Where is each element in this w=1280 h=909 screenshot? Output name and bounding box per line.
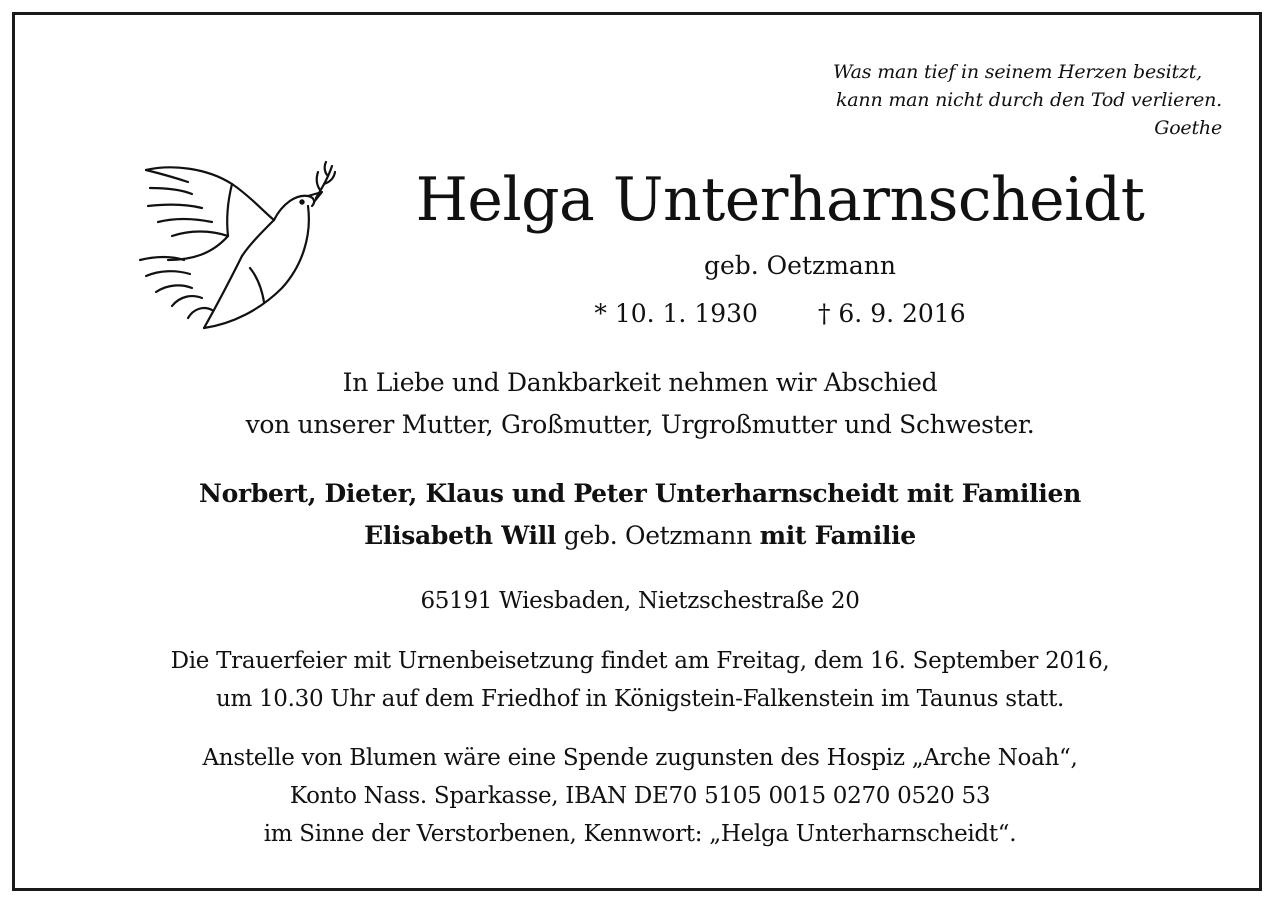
mourners-line-1: Norbert, Dieter, Klaus und Peter Unterharnscheidt mit Familien: [199, 479, 1081, 508]
farewell-text: [0, 362, 1280, 446]
donation-line-1: Anstelle von Blumen wäre eine Spende zugunsten des Hospiz „Arche Noah“,: [202, 745, 1078, 771]
deceased-name: Helga Unterharnscheidt: [415, 165, 1145, 235]
mourners-list: [0, 473, 1280, 557]
quote-author: Goethe: [1154, 117, 1222, 139]
mourner-maiden-name: geb. Oetzmann: [563, 521, 752, 550]
donation-info: [0, 739, 1280, 853]
quote-line-1: Was man tief in seinem Herzen besitzt,: [833, 61, 1202, 83]
life-dates: [540, 296, 1020, 332]
farewell-line-1: In Liebe und Dankbarkeit nehmen wir Abschied: [342, 368, 938, 397]
donation-line-3: im Sinne der Verstorbenen, Kennwort: „Helga Unterharnscheidt“.: [263, 821, 1017, 847]
ceremony-line-2: um 10.30 Uhr auf dem Friedhof in Königstein-Falkenstein im Taunus statt.: [215, 686, 1065, 712]
ceremony-info: [0, 642, 1280, 718]
mourner-name: Elisabeth Will: [364, 521, 557, 550]
mourner-suffix: mit Familie: [759, 521, 916, 550]
maiden-name: geb. Oetzmann: [703, 251, 897, 280]
quote-line-2: kann man nicht durch den Tod verlieren.: [835, 89, 1222, 111]
birth-date: * 10. 1. 1930: [594, 299, 758, 328]
farewell-line-2: von unserer Mutter, Großmutter, Urgroßmutter und Schwester.: [245, 410, 1035, 439]
mourning-address: 65191 Wiesbaden, Nietzschestraße 20: [420, 588, 860, 614]
death-date: † 6. 9. 2016: [817, 299, 966, 328]
dove-icon: [132, 156, 342, 336]
mourners-line-2: [0, 515, 1280, 557]
donation-line-2: Konto Nass. Sparkasse, IBAN DE70 5105 0015 0270 0520 53: [289, 783, 991, 809]
goethe-quote: [833, 58, 1222, 142]
ceremony-line-1: Die Trauerfeier mit Urnenbeisetzung findet am Freitag, dem 16. September 2016,: [170, 648, 1110, 674]
